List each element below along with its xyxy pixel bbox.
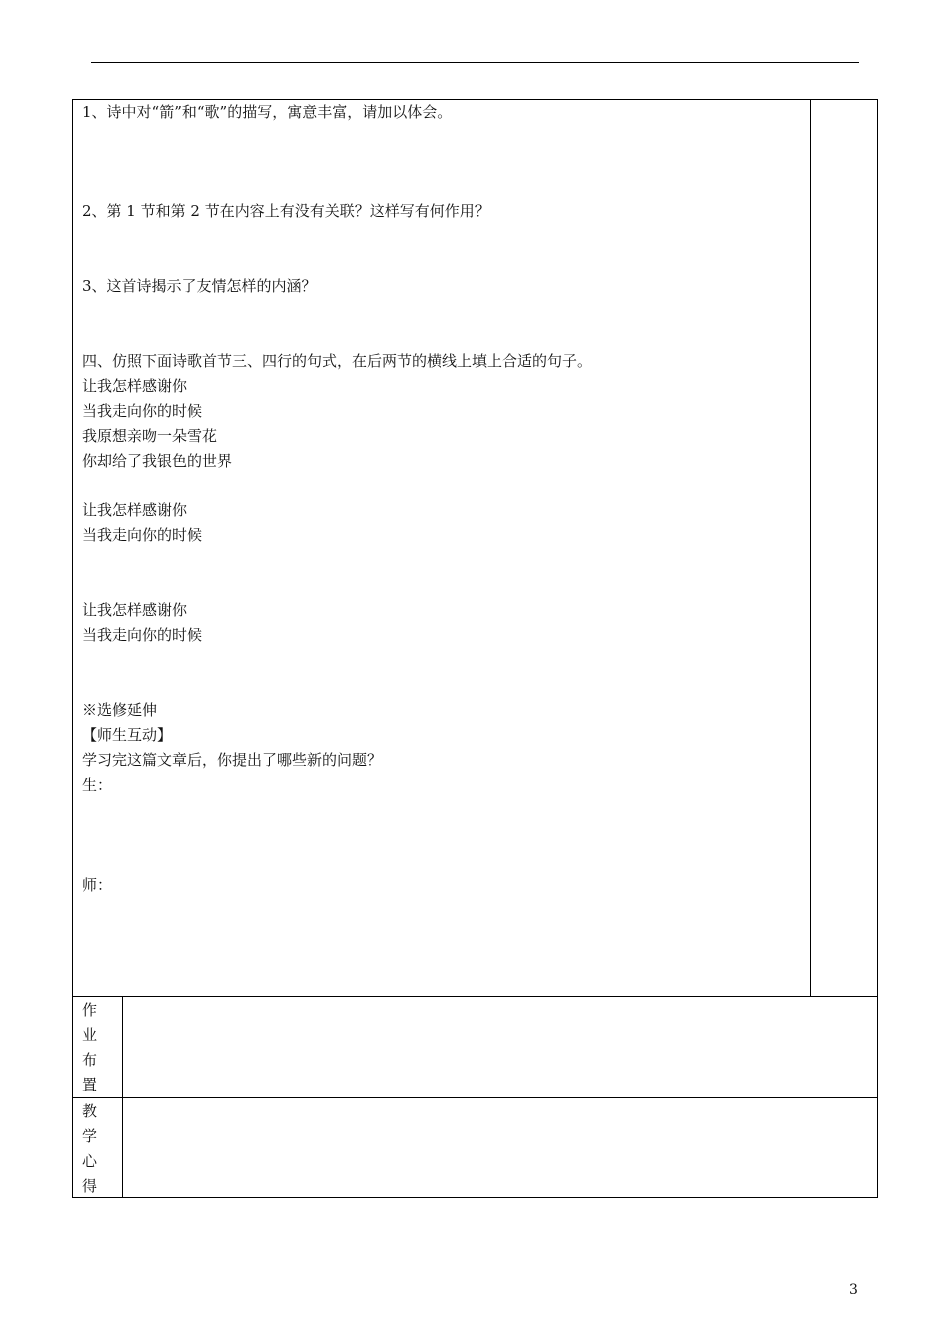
teacher-label: 师： [82,876,113,894]
homework-label-char: 布 [82,1051,98,1069]
poem-line: 让我怎样感谢你 [82,501,188,519]
reflection-label-char: 得 [82,1177,98,1195]
homework-label-char: 置 [82,1076,98,1094]
poem-line: 当我走向你的时候 [82,626,203,644]
extension-heading: ※选修延伸 [82,701,158,719]
reflection-content-cell [128,1101,868,1191]
poem-line: 我原想亲吻一朵雪花 [82,427,218,445]
poem-line: 你却给了我银色的世界 [82,452,233,470]
notes-column-divider [810,99,811,996]
homework-label-char: 业 [82,1026,98,1044]
interaction-heading: 【师生互动】 [82,726,173,744]
question-3: 3、这首诗揭示了友情怎样的内涵？ [82,277,317,295]
question-1: 1、诗中对“箭”和“歌”的描写，寓意丰富，请加以体会。 [82,103,453,121]
interaction-question: 学习完这篇文章后，你提出了哪些新的问题？ [82,751,383,769]
homework-label-char: 作 [82,1001,98,1019]
reflection-label-char: 学 [82,1127,98,1145]
page-number: 3 [849,1282,858,1298]
row-divider-homework [72,996,878,997]
homework-content-cell [128,1000,868,1090]
poem-line: 当我走向你的时候 [82,526,203,544]
row-divider-reflection [72,1097,878,1098]
header-rule [91,62,859,63]
label-column-divider [122,996,123,1198]
poem-line: 当我走向你的时候 [82,402,203,420]
exercise-4-heading: 四、仿照下面诗歌首节三、四行的句式，在后两节的横线上填上合适的句子。 [82,352,593,370]
question-2: 2、第 1 节和第 2 节在内容上有没有关联？这样写有何作用？ [82,202,490,220]
poem-line: 让我怎样感谢你 [82,377,188,395]
student-label: 生： [82,776,113,794]
reflection-label-char: 心 [82,1152,98,1170]
reflection-label-char: 教 [82,1102,98,1120]
poem-line: 让我怎样感谢你 [82,601,188,619]
